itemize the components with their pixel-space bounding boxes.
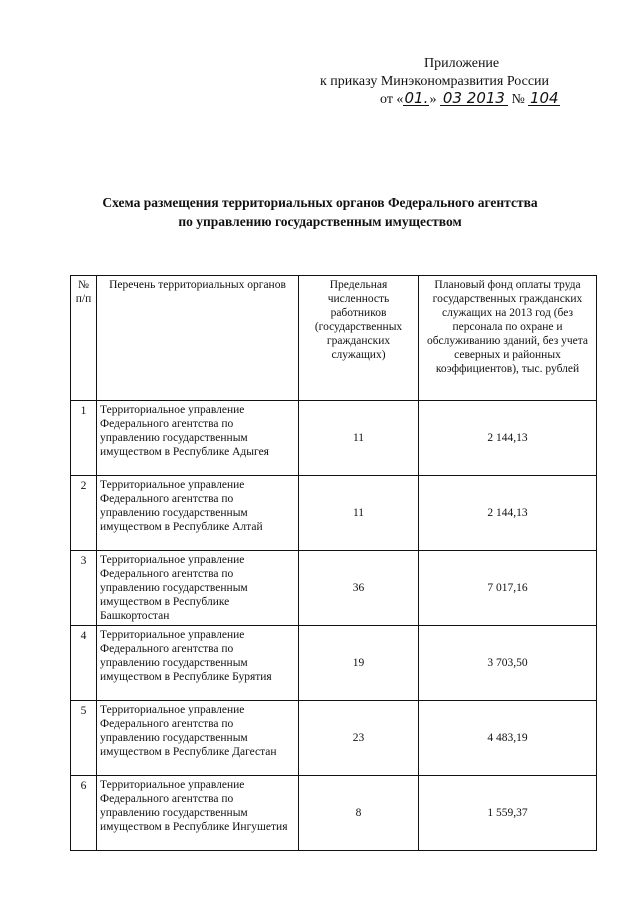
header-wage-fund: Плановый фонд оплаты труда государственных гражданских служащих на 2013 год (без персонала по охране и обслуживанию зданий, без учета северных и районных коэффициентов), тыс. рублей [419,276,597,401]
document-title-line2: по управлению государственным имуществом [178,214,462,229]
table-row [71,776,597,851]
row-number: 1 [71,401,97,476]
handwritten-order-number: 104 [529,89,559,107]
document-title [40,193,600,231]
table-header-row [71,276,597,401]
number-prefix: № [511,92,525,107]
appendix-order: к приказу Минэкономразвития России [320,74,550,89]
table-row [71,551,597,626]
organ-name: Территориальное управление Федерального агентства по управлению государственным имуществом в Республике Башкортостан [97,551,299,626]
staff-count: 11 [299,401,419,476]
row-number: 4 [71,626,97,701]
table-row [71,701,597,776]
row-number: 5 [71,701,97,776]
date-close: » [429,92,437,107]
handwritten-day: 01. [404,89,429,107]
document-title-line1: Схема размещения территориальных органов Федерального агентства [102,195,538,210]
header-organs-list: Перечень территориальных органов [97,276,299,401]
organ-name: Территориальное управление Федерального агентства по управлению государственным имуществом в Республике Адыгея [97,401,299,476]
appendix-block [300,55,600,109]
wage-fund: 3 703,50 [419,626,597,701]
header-number: № п/п [71,276,97,401]
staff-count: 19 [299,626,419,701]
organs-table [70,275,597,851]
wage-fund: 7 017,16 [419,551,597,626]
row-number: 2 [71,476,97,551]
appendix-date [300,91,600,109]
organ-name: Территориальное управление Федерального агентства по управлению государственным имуществом в Республике Дагестан [97,701,299,776]
table-row [71,476,597,551]
wage-fund: 2 144,13 [419,476,597,551]
date-prefix: от « [380,92,404,107]
organ-name: Территориальное управление Федерального агентства по управлению государственным имуществом в Республике Алтай [97,476,299,551]
row-number: 3 [71,551,97,626]
staff-count: 8 [299,776,419,851]
table-row [71,626,597,701]
staff-count: 11 [299,476,419,551]
handwritten-month-year: 03 2013 [440,91,508,106]
row-number: 6 [71,776,97,851]
appendix-title: Приложение [424,56,500,71]
wage-fund: 1 559,37 [419,776,597,851]
table-row [71,401,597,476]
organ-name: Территориальное управление Федерального агентства по управлению государственным имуществом в Республике Ингушетия [97,776,299,851]
staff-count: 36 [299,551,419,626]
staff-count: 23 [299,701,419,776]
wage-fund: 4 483,19 [419,701,597,776]
wage-fund: 2 144,13 [419,401,597,476]
header-staff-limit: Предельная численность работников (государственных гражданских служащих) [299,276,419,401]
organ-name: Территориальное управление Федерального агентства по управлению государственным имуществом в Республике Бурятия [97,626,299,701]
